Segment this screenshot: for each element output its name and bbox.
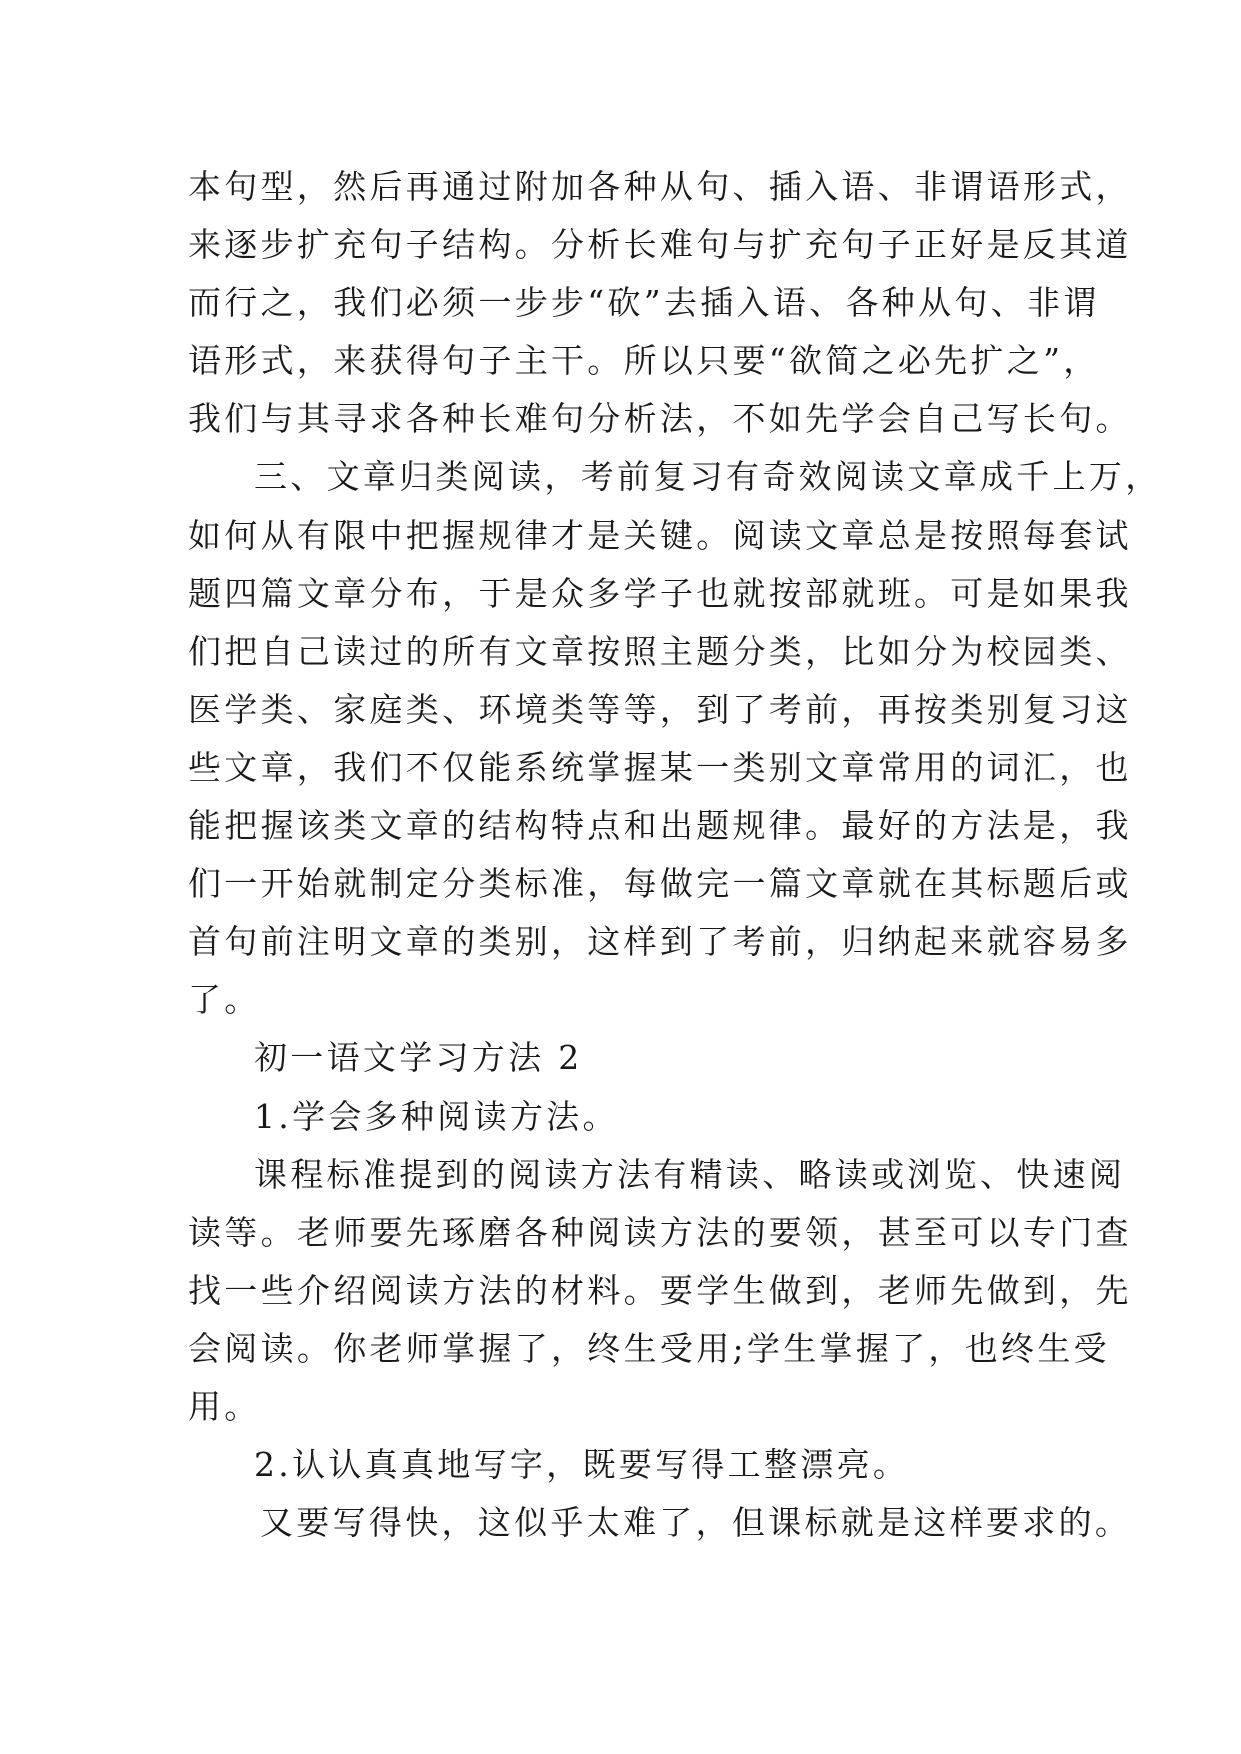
paragraph-line: 会阅读。你老师掌握了，终生受用;学生掌握了，也终生受 xyxy=(188,1328,1110,1368)
paragraph-line: 读等。老师要先琢磨各种阅读方法的要领，甚至可以专门查 xyxy=(188,1212,1132,1252)
paragraph-line: 我们与其寻求各种长难句分析法，不如先学会自己写长句。 xyxy=(188,399,1132,439)
paragraph-line: 了。 xyxy=(188,980,261,1020)
paragraph-line: 题四篇文章分布，于是众多学子也就按部就班。可是如果我 xyxy=(188,573,1132,613)
subheading: 2.认认真真地写字，既要写得工整漂亮。 xyxy=(254,1445,910,1485)
paragraph-line: 们把自己读过的所有文章按照主题分类，比如分为校园类、 xyxy=(188,631,1132,671)
paragraph-line: 来逐步扩充句子结构。分析长难句与扩充句子正好是反其道 xyxy=(188,225,1132,265)
body-text xyxy=(188,158,1162,1552)
subheading: 1.学会多种阅读方法。 xyxy=(254,1096,619,1136)
paragraph-line: 本句型，然后再通过附加各种从句、插入语、非谓语形式， xyxy=(188,167,1132,206)
paragraph-line: 找一些介绍阅读方法的材料。要学生做到，老师先做到，先 xyxy=(188,1270,1132,1310)
paragraph-line: 三、文章归类阅读，考前复习有奇效阅读文章成千上万， xyxy=(254,457,1162,497)
paragraph-line: 些文章，我们不仅能系统掌握某一类别文章常用的词汇，也 xyxy=(188,747,1132,787)
paragraph-line: 首句前注明文章的类别，这样到了考前，归纳起来就容易多 xyxy=(188,922,1132,962)
paragraph-line: 医学类、家庭类、环境类等等，到了考前，再按类别复习这 xyxy=(188,689,1132,729)
paragraph-line: 语形式，来获得句子主干。所以只要“欲简之必先扩之”， xyxy=(188,341,1100,381)
section-heading: 初一语文学习方法 2 xyxy=(254,1038,583,1078)
paragraph-line: 而行之，我们必须一步步“砍”去插入语、各种从句、非谓 xyxy=(188,283,1100,323)
paragraph-line: 们一开始就制定分类标准，每做完一篇文章就在其标题后或 xyxy=(188,864,1132,904)
paragraph-line: 如何从有限中把握规律才是关键。阅读文章总是按照每套试 xyxy=(188,515,1132,555)
paragraph-line: 用。 xyxy=(188,1386,261,1426)
paragraph-line: 能把握该类文章的结构特点和出题规律。最好的方法是，我 xyxy=(188,806,1132,846)
paragraph-line: 课程标准提到的阅读方法有精读、略读或浏览、快速阅 xyxy=(254,1154,1126,1194)
paragraph-line: 又要写得快，这似乎太难了，但课标就是这样要求的。 xyxy=(260,1503,1132,1543)
